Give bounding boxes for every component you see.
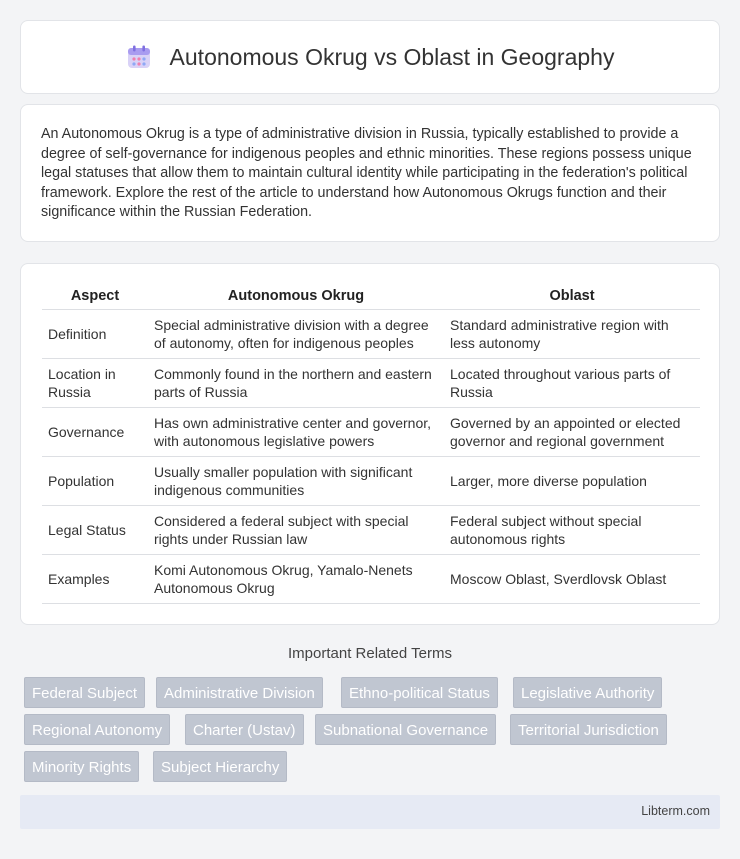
table-row [42, 309, 700, 358]
table-cell: Definition [42, 309, 148, 358]
table-cell: Has own administrative center and governor, with autonomous legislative powers [148, 407, 444, 456]
page-title: Autonomous Okrug vs Oblast in Geography [169, 43, 615, 70]
table-header-row [42, 284, 700, 309]
table-cell: Governed by an appointed or elected governor and regional government [444, 407, 700, 456]
column-header: Aspect [42, 284, 148, 309]
column-header: Autonomous Okrug [148, 284, 444, 309]
related-terms-heading: Important Related Terms [288, 645, 452, 662]
column-header: Oblast [444, 284, 700, 309]
table-cell: Special administrative division with a degree of autonomy, often for indigenous peoples [148, 309, 444, 358]
table-cell: Standard administrative region with less autonomy [444, 309, 700, 358]
table-cell: Population [42, 456, 148, 505]
intro-paragraph: An Autonomous Okrug is a type of administrative division in Russia, typically established to provide a degree of self-governance for indigenous peoples and ethnic minorities. These regions possess unique legal statuses that allow them to maintain cultural identity while participating in the federation's political framework. Explore the rest of the article to understand how Autonomous Okrugs function and their significance within the Russian Federation. [41, 126, 692, 221]
footer [20, 795, 720, 829]
table-row [42, 456, 700, 505]
header-card [20, 20, 720, 94]
related-term-tag[interactable]: Subnational Governance [315, 714, 496, 745]
table-cell: Komi Autonomous Okrug, Yamalo-Nenets Autonomous Okrug [148, 554, 444, 603]
table-row [42, 554, 700, 603]
calendar-icon [126, 44, 152, 70]
related-term-tag[interactable]: Federal Subject [24, 677, 145, 708]
comparison-table-card [20, 263, 720, 625]
related-term-tag[interactable]: Administrative Division [156, 677, 323, 708]
related-term-tag[interactable]: Territorial Jurisdiction [510, 714, 667, 745]
related-term-tag[interactable]: Minority Rights [24, 751, 139, 782]
related-term-tag[interactable]: Ethno-political Status [341, 677, 498, 708]
related-term-tag[interactable]: Legislative Authority [513, 677, 662, 708]
table-cell: Location in Russia [42, 358, 148, 407]
table-cell: Usually smaller population with significant indigenous communities [148, 456, 444, 505]
table-cell: Federal subject without special autonomous rights [444, 505, 700, 554]
comparison-table [42, 284, 700, 604]
table-row [42, 358, 700, 407]
table-cell: Examples [42, 554, 148, 603]
table-cell: Moscow Oblast, Sverdlovsk Oblast [444, 554, 700, 603]
table-cell: Commonly found in the northern and eastern parts of Russia [148, 358, 444, 407]
table-cell: Legal Status [42, 505, 148, 554]
table-row [42, 505, 700, 554]
table-row [42, 407, 700, 456]
table-cell: Larger, more diverse population [444, 456, 700, 505]
related-term-tag[interactable]: Charter (Ustav) [185, 714, 304, 745]
related-term-tag[interactable]: Subject Hierarchy [153, 751, 287, 782]
intro-card [20, 104, 720, 242]
footer-site-link[interactable]: Libterm.com [641, 804, 710, 818]
related-term-tag[interactable]: Regional Autonomy [24, 714, 170, 745]
table-cell: Located throughout various parts of Russia [444, 358, 700, 407]
table-cell: Considered a federal subject with special rights under Russian law [148, 505, 444, 554]
table-cell: Governance [42, 407, 148, 456]
